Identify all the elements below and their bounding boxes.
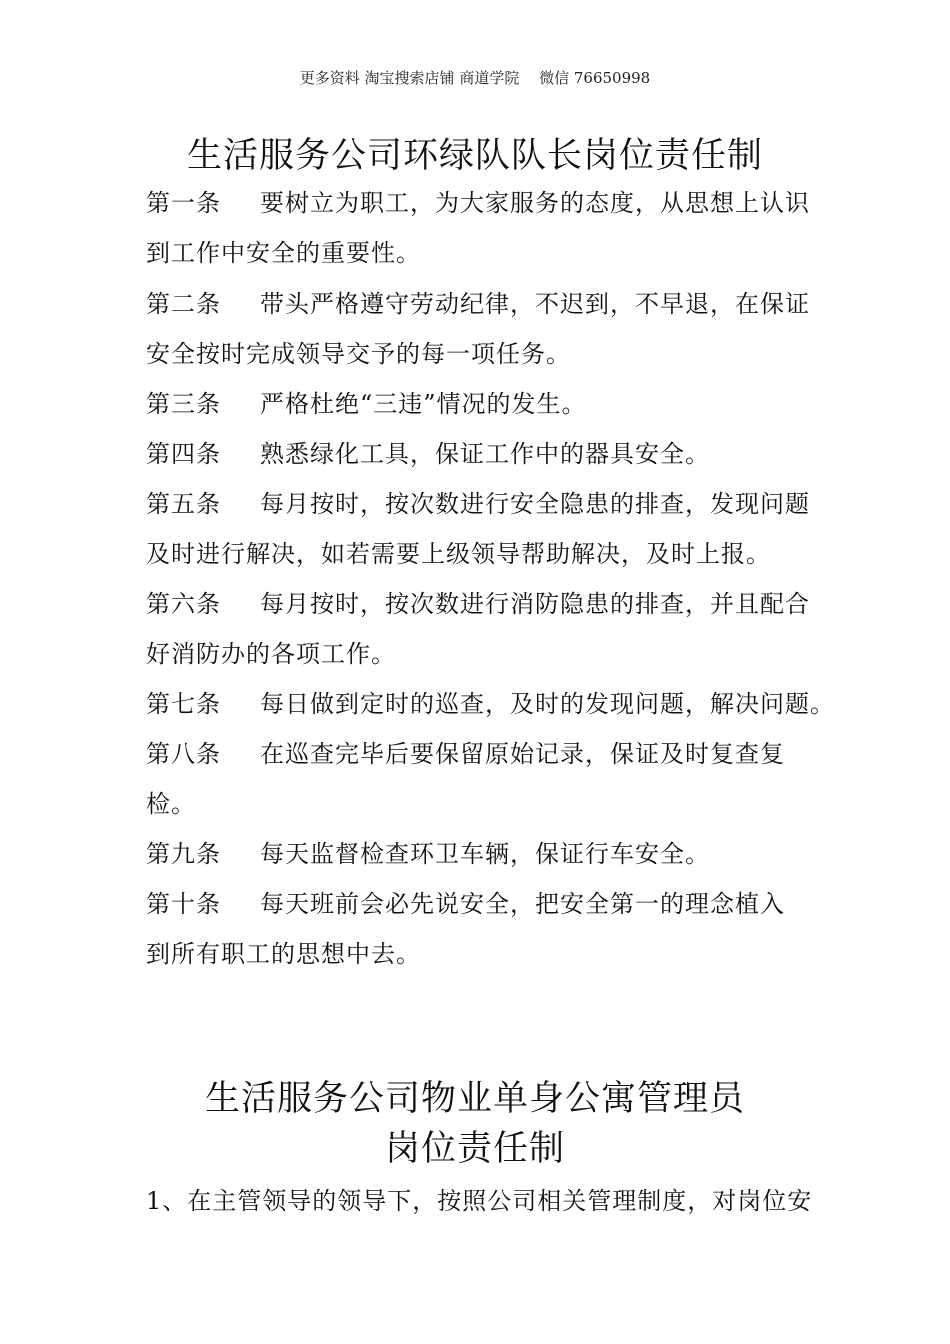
article-6-line-1 — [146, 584, 810, 619]
article-7-line-1 — [146, 684, 835, 719]
header-note: 更多资料 淘宝搜索店铺 商道学院 微信 76650998 — [299, 69, 651, 87]
article-number: 第五条 — [146, 490, 221, 518]
article-4-line-1 — [146, 434, 710, 469]
article-number: 第八条 — [146, 740, 221, 768]
article-2-line-1 — [146, 284, 810, 319]
article-text: 熟悉绿化工具，保证工作中的器具安全。 — [260, 440, 710, 468]
article-number: 第二条 — [146, 290, 221, 318]
article-number: 第六条 — [146, 590, 221, 618]
article-text: 带头严格遵守劳动纪律，不迟到，不早退，在保证 — [260, 290, 810, 318]
article-number: 第九条 — [146, 840, 221, 868]
article-6-line-2: 好消防办的各项工作。 — [146, 640, 396, 668]
article-text: 严格杜绝“三违”情况的发生。 — [260, 390, 587, 418]
article-10-line-2: 到所有职工的思想中去。 — [146, 940, 421, 968]
article-text: 每月按时，按次数进行安全隐患的排查，发现问题 — [260, 490, 810, 518]
section2-title-line-1: 生活服务公司物业单身公寓管理员 — [204, 1079, 745, 1119]
article-3-line-1 — [146, 384, 587, 419]
article-text: 每天监督检查环卫车辆，保证行车安全。 — [260, 840, 710, 868]
article-5-line-2: 及时进行解决，如若需要上级领导帮助解决，及时上报。 — [146, 540, 771, 568]
article-number: 第三条 — [146, 390, 221, 418]
article-1-line-1 — [146, 183, 810, 218]
section2-title-line-2: 岗位责任制 — [384, 1129, 565, 1169]
article-10-line-1 — [146, 884, 785, 919]
article-number: 第七条 — [146, 690, 221, 718]
article-1-line-2: 到工作中安全的重要性。 — [146, 239, 421, 267]
article-number: 第十条 — [146, 890, 221, 918]
article-8-line-1 — [146, 734, 785, 769]
section1-title: 生活服务公司环绿队队长岗位责任制 — [186, 136, 763, 176]
article-9-line-1 — [146, 834, 710, 869]
article-number: 第一条 — [146, 189, 221, 217]
article-2-line-2: 安全按时完成领导交予的每一项任务。 — [146, 340, 571, 368]
article-text: 每日做到定时的巡查，及时的发现问题，解决问题。 — [260, 690, 835, 718]
article-text: 每月按时，按次数进行消防隐患的排查，并且配合 — [260, 590, 810, 618]
article-number: 第四条 — [146, 440, 221, 468]
article-8-line-2: 检。 — [146, 790, 196, 818]
section2-item-1-line-1: 1、在主管领导的领导下，按照公司相关管理制度，对岗位安 — [146, 1187, 813, 1215]
article-5-line-1 — [146, 484, 810, 519]
article-text: 要树立为职工，为大家服务的态度，从思想上认识 — [260, 189, 810, 217]
article-text: 在巡查完毕后要保留原始记录，保证及时复查复 — [260, 740, 785, 768]
article-text: 每天班前会必先说安全，把安全第一的理念植入 — [260, 890, 785, 918]
